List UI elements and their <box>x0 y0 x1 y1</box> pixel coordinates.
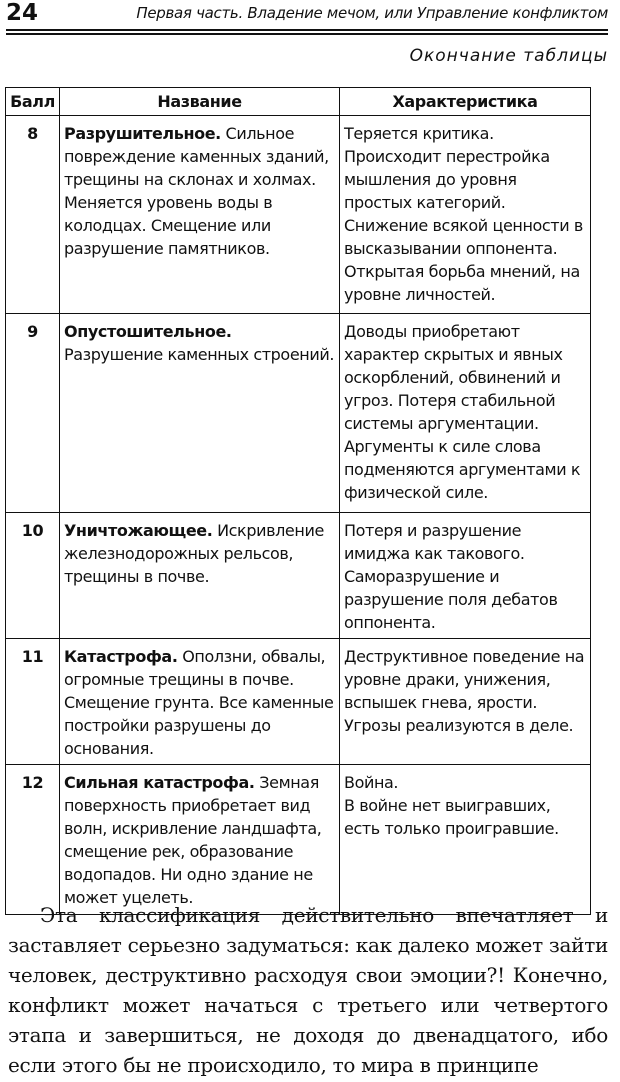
row-characteristic <box>340 513 591 639</box>
row-characteristic-text: Теряется критика. Происходит перестройка мышления до уровня простых категорий. Снижение всякой ценности в высказывании оппонента. Открытая борьба мнений, на уровне личностей. <box>344 124 583 304</box>
row-score: 10 <box>6 513 60 639</box>
row-name <box>60 116 340 314</box>
table-header-row <box>6 88 591 116</box>
row-name <box>60 314 340 513</box>
row-characteristic <box>340 765 591 915</box>
row-name-text: Земная поверхность приобретает вид волн, искривление ландшафта, смещение рек, образование водопадов. Ни одно здание не может уцелеть. <box>64 773 322 907</box>
running-header <box>6 0 608 28</box>
column-header-name: Название <box>60 88 340 116</box>
body-paragraph: Эта классификация действительно впечатляет и заставляет серьезно задуматься: как далеко может зайти человек, деструктивно расходуя свои эмоции?! Конечно, конфликт может начаться с третьего или четвертого этапа и завершиться, не доходя до двенадцатого, ибо если этого бы не происходило, то мира в принципе <box>8 903 608 1077</box>
row-characteristic <box>340 116 591 314</box>
running-title: Первая часть. Владение мечом, или Управление конфликтом <box>136 4 608 22</box>
row-characteristic-text: Доводы приобретают характер скрытых и явных оскорблений, обвинений и угроз. Потеря стабильной системы аргументации. Аргументы к силе слова подменяются аргументами к физической силе. <box>344 322 581 502</box>
row-score: 11 <box>6 639 60 765</box>
header-rule-bottom <box>6 33 608 35</box>
row-characteristic <box>340 639 591 765</box>
table-row <box>6 116 591 314</box>
row-characteristic-text: Потеря и разрушение имиджа как такового. Саморазрушение и разрушение поля дебатов оппонента. <box>344 521 558 632</box>
row-name-term: Уничтожающее. <box>64 521 213 540</box>
row-characteristic-text: Деструктивное поведение на уровне драки, унижения, вспышек гнева, ярости. Угрозы реализуются в деле. <box>344 647 585 735</box>
row-name-term: Опустошительное. <box>64 322 232 341</box>
row-characteristic-line-2: В войне нет выигравших, есть только проигравшие. <box>344 796 559 838</box>
row-name <box>60 765 340 915</box>
table-continued-caption: Окончание таблицы <box>409 46 608 66</box>
row-name <box>60 639 340 765</box>
table-row <box>6 639 591 765</box>
row-characteristic <box>340 314 591 513</box>
header-rule-top <box>6 29 608 31</box>
row-name-term: Сильная катастрофа. <box>64 773 255 792</box>
row-name-term: Разрушительное. <box>64 124 221 143</box>
row-characteristic-line-1: Война. <box>344 773 399 792</box>
row-score: 12 <box>6 765 60 915</box>
row-name-text: Оползни, обвалы, огромные трещины в почве. Смещение грунта. Все каменные постройки разрушены до основания. <box>64 647 334 758</box>
table-row <box>6 513 591 639</box>
column-header-characteristic: Характеристика <box>340 88 591 116</box>
row-score: 9 <box>6 314 60 513</box>
table-row <box>6 765 591 915</box>
page-number: 24 <box>6 0 39 26</box>
row-score: 8 <box>6 116 60 314</box>
table-row <box>6 314 591 513</box>
row-name-text: Разрушение каменных строений. <box>64 345 335 364</box>
row-name <box>60 513 340 639</box>
column-header-score: Балл <box>6 88 60 116</box>
row-name-term: Катастрофа. <box>64 647 178 666</box>
intensity-table <box>5 87 591 915</box>
row-name-text: Сильное повреждение каменных зданий, трещины на склонах и холмах. Меняется уровень воды в колодцах. Смещение или разрушение памятников. <box>64 124 329 258</box>
row-name-text: Искривление железнодорожных рельсов, трещины в почве. <box>64 521 324 586</box>
